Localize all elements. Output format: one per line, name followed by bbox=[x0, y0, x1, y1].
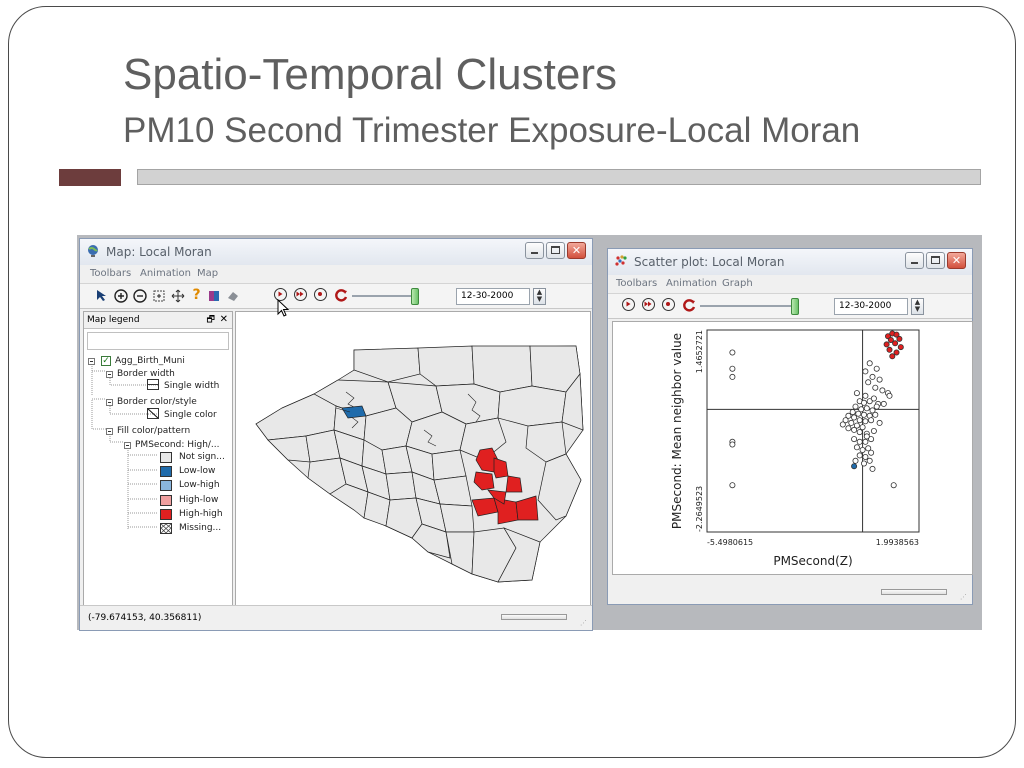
legend-swatch-high-low bbox=[160, 495, 172, 506]
menu-animation[interactable]: Animation bbox=[140, 268, 191, 279]
accent-bar-dark bbox=[59, 169, 121, 186]
date-field[interactable]: 12-30-2000 bbox=[456, 288, 530, 305]
y-axis-label: PMSecond: Mean neighbor value bbox=[670, 332, 684, 530]
scatter-point[interactable] bbox=[730, 366, 735, 371]
layer-checkbox[interactable]: ✓ bbox=[102, 356, 110, 366]
scatter-point[interactable] bbox=[846, 426, 851, 431]
resize-grip-icon[interactable]: ⋰ bbox=[580, 619, 587, 627]
legend-search-field[interactable] bbox=[87, 332, 229, 350]
legend-class-label: Low-high bbox=[179, 480, 220, 490]
mouse-cursor-icon bbox=[277, 299, 291, 319]
close-icon: ✕ bbox=[571, 244, 582, 257]
scatter-point[interactable] bbox=[873, 412, 878, 417]
time-slider-track[interactable] bbox=[700, 305, 794, 307]
collapse-toggle[interactable] bbox=[106, 399, 113, 406]
scatter-point[interactable] bbox=[871, 396, 876, 401]
scatter-point[interactable] bbox=[890, 354, 895, 359]
map-legend-panel bbox=[83, 311, 233, 608]
scatter-point[interactable] bbox=[852, 437, 857, 442]
x-axis-label: PMSecond(Z) bbox=[773, 554, 853, 568]
replay-icon[interactable] bbox=[682, 298, 697, 313]
menu-map[interactable]: Map bbox=[197, 268, 219, 279]
scatter-point[interactable] bbox=[866, 380, 871, 385]
scatter-point[interactable] bbox=[874, 404, 879, 409]
legend-class-label: Low-low bbox=[179, 466, 216, 476]
single-color-swatch bbox=[147, 408, 159, 419]
coordinate-readout: (-79.674153, 40.356811) bbox=[88, 613, 202, 623]
scatter-point[interactable] bbox=[894, 350, 899, 355]
reference-lines bbox=[707, 330, 919, 532]
menu-toolbars[interactable]: Toolbars bbox=[616, 278, 658, 289]
zoom-in-icon[interactable] bbox=[113, 288, 128, 303]
scatter-point[interactable] bbox=[853, 458, 858, 463]
single-width-swatch bbox=[147, 379, 159, 390]
map-progress-bar bbox=[501, 614, 567, 620]
legend-title: Map legend bbox=[87, 315, 140, 325]
scatter-point[interactable] bbox=[887, 393, 892, 398]
scatter-point[interactable] bbox=[864, 434, 869, 439]
date-spinner[interactable]: ▲ ▼ bbox=[911, 298, 924, 315]
date-field[interactable]: 12-30-2000 bbox=[834, 298, 908, 315]
maximize-button[interactable] bbox=[546, 242, 565, 259]
scatter-point[interactable] bbox=[874, 366, 879, 371]
scatter-point[interactable] bbox=[871, 428, 876, 433]
choropleth-map bbox=[236, 312, 591, 608]
scatter-point[interactable] bbox=[898, 345, 903, 350]
accent-bar-light bbox=[137, 169, 981, 185]
scatter-point[interactable] bbox=[849, 420, 854, 425]
legend-tree bbox=[84, 352, 232, 607]
scatter-point[interactable] bbox=[861, 400, 866, 405]
y-tick-label: 1.4652721 bbox=[695, 330, 704, 374]
legend-single-color: Single color bbox=[164, 410, 217, 420]
scatter-window-titlebar[interactable] bbox=[608, 249, 972, 275]
screenshot-panel bbox=[77, 235, 982, 630]
menu-toolbars[interactable]: Toolbars bbox=[90, 268, 132, 279]
scatter-point[interactable] bbox=[852, 427, 857, 432]
book-icon[interactable] bbox=[206, 288, 221, 303]
scatter-window bbox=[607, 248, 973, 605]
collapse-toggle[interactable] bbox=[124, 442, 131, 449]
fast-forward-icon[interactable] bbox=[294, 288, 307, 301]
eraser-icon[interactable] bbox=[225, 288, 240, 303]
legend-class-label: Not sign... bbox=[179, 452, 225, 462]
scatter-point[interactable] bbox=[873, 385, 878, 390]
legend-single-width: Single width bbox=[164, 381, 220, 391]
scatter-point[interactable] bbox=[869, 450, 874, 455]
scatter-point[interactable] bbox=[857, 439, 862, 444]
collapse-toggle[interactable] bbox=[106, 371, 113, 378]
maximize-icon bbox=[551, 246, 560, 254]
legend-swatch-low-high bbox=[160, 480, 172, 491]
scatter-point[interactable] bbox=[870, 374, 875, 379]
stop-icon[interactable] bbox=[314, 288, 327, 301]
scatter-plot-area[interactable] bbox=[612, 321, 973, 575]
close-button[interactable] bbox=[947, 252, 966, 269]
scatter-point[interactable] bbox=[863, 454, 868, 459]
scatter-point[interactable] bbox=[730, 350, 735, 355]
scatter-point[interactable] bbox=[867, 458, 872, 463]
slide-title: Spatio-Temporal Clusters bbox=[123, 50, 617, 99]
minimize-icon bbox=[531, 252, 538, 254]
collapse-toggle[interactable] bbox=[88, 358, 95, 365]
map-toolbar bbox=[80, 283, 592, 309]
zoom-extent-icon[interactable] bbox=[151, 288, 166, 303]
scatter-point[interactable] bbox=[887, 347, 892, 352]
scatter-point[interactable] bbox=[861, 412, 866, 417]
scatter-point[interactable] bbox=[870, 466, 875, 471]
scatter-point[interactable] bbox=[880, 388, 885, 393]
legend-swatch-missing bbox=[160, 523, 172, 534]
legend-swatch-high-high bbox=[160, 509, 172, 520]
scatter-point[interactable] bbox=[850, 410, 855, 415]
close-button[interactable] bbox=[567, 242, 586, 259]
map-window bbox=[79, 238, 593, 631]
legend-layer-name: Agg_Birth_Muni bbox=[115, 356, 185, 366]
scatter-point[interactable] bbox=[884, 342, 889, 347]
scatter-point[interactable] bbox=[857, 453, 862, 458]
legend-header bbox=[84, 312, 232, 329]
close-icon[interactable]: ✕ bbox=[219, 314, 228, 325]
scatter-menubar bbox=[608, 275, 972, 292]
map-window-title: Map: Local Moran bbox=[106, 245, 212, 259]
zoom-out-icon[interactable] bbox=[132, 288, 147, 303]
scatter-plot-icon bbox=[614, 254, 628, 268]
scatter-point[interactable] bbox=[863, 369, 868, 374]
map-canvas[interactable] bbox=[235, 311, 591, 608]
scatter-point[interactable] bbox=[861, 461, 866, 466]
minimize-button[interactable] bbox=[905, 252, 924, 269]
scatter-window-title: Scatter plot: Local Moran bbox=[634, 255, 785, 269]
scatter-point[interactable] bbox=[854, 391, 859, 396]
select-arrow-icon[interactable] bbox=[94, 288, 109, 303]
legend-variable: PMSecond: High/... bbox=[135, 440, 220, 450]
resize-grip-icon[interactable]: ⋰ bbox=[960, 593, 967, 601]
help-icon[interactable]: ? bbox=[192, 287, 201, 303]
fast-forward-icon[interactable] bbox=[642, 298, 655, 311]
time-slider-thumb[interactable] bbox=[791, 298, 799, 315]
stop-icon[interactable] bbox=[662, 298, 675, 311]
x-tick-label: -5.4980615 bbox=[707, 538, 754, 547]
y-tick-label: -2.2649523 bbox=[695, 485, 704, 532]
scatter-point[interactable] bbox=[730, 374, 735, 379]
minimize-icon bbox=[911, 262, 918, 264]
legend-fill: Fill color/pattern bbox=[117, 426, 191, 436]
plot-frame bbox=[707, 330, 919, 532]
scatter-point[interactable] bbox=[881, 401, 886, 406]
legend-border-width: Border width bbox=[117, 369, 175, 379]
scatter-point[interactable] bbox=[857, 418, 862, 423]
scatter-point[interactable] bbox=[852, 415, 857, 420]
pan-icon[interactable] bbox=[170, 288, 185, 303]
legend-class-label: High-high bbox=[179, 509, 223, 519]
scatter-point[interactable] bbox=[869, 418, 874, 423]
map-window-titlebar[interactable] bbox=[80, 239, 592, 265]
scatter-point[interactable] bbox=[864, 406, 869, 411]
municipality-polygons bbox=[256, 346, 583, 582]
collapse-toggle[interactable] bbox=[106, 428, 113, 435]
scatter-point[interactable] bbox=[891, 483, 896, 488]
scatter-point[interactable] bbox=[860, 425, 865, 430]
scatter-toolbar bbox=[608, 293, 972, 319]
legend-swatch-low-low bbox=[160, 466, 172, 477]
map-menubar bbox=[80, 265, 592, 282]
scatter-point[interactable] bbox=[853, 404, 858, 409]
scatter-point[interactable] bbox=[854, 445, 859, 450]
legend-swatch-not-significant bbox=[160, 452, 172, 463]
scatter-point[interactable] bbox=[863, 419, 868, 424]
scatter-point[interactable] bbox=[877, 377, 882, 382]
menu-graph[interactable]: Graph bbox=[722, 278, 753, 289]
maximize-button[interactable] bbox=[926, 252, 945, 269]
legend-border-color: Border color/style bbox=[117, 397, 197, 407]
scatter-point[interactable] bbox=[852, 464, 857, 469]
scatter-point[interactable] bbox=[897, 336, 902, 341]
date-spinner[interactable]: ▲ ▼ bbox=[533, 288, 546, 305]
legend-class-label: Missing... bbox=[179, 523, 222, 533]
time-slider-thumb[interactable] bbox=[411, 288, 419, 305]
play-icon[interactable] bbox=[622, 298, 635, 311]
scatter-point[interactable] bbox=[877, 420, 882, 425]
slide-subtitle: PM10 Second Trimester Exposure-Local Moran bbox=[123, 111, 861, 150]
scatter-point[interactable] bbox=[860, 447, 865, 452]
slide-frame bbox=[8, 6, 1016, 758]
close-icon: ✕ bbox=[951, 254, 962, 267]
maximize-icon bbox=[931, 256, 940, 264]
scatter-point[interactable] bbox=[730, 483, 735, 488]
scatter-point[interactable] bbox=[863, 393, 868, 398]
x-tick-label: 1.9938563 bbox=[875, 538, 919, 547]
scatter-point[interactable] bbox=[856, 411, 861, 416]
replay-icon[interactable] bbox=[334, 288, 349, 303]
scatter-point[interactable] bbox=[857, 430, 862, 435]
scatter-point[interactable] bbox=[867, 361, 872, 366]
legend-class-label: High-low bbox=[179, 495, 219, 505]
scatter-point[interactable] bbox=[730, 442, 735, 447]
time-slider-track[interactable] bbox=[352, 295, 416, 297]
scatter-point[interactable] bbox=[893, 341, 898, 346]
scatter-plot bbox=[613, 322, 974, 576]
scatter-progress-bar bbox=[881, 589, 947, 595]
scatter-point[interactable] bbox=[840, 422, 845, 427]
menu-animation[interactable]: Animation bbox=[666, 278, 717, 289]
scatter-point[interactable] bbox=[863, 439, 868, 444]
map-statusbar bbox=[80, 605, 592, 630]
globe-icon bbox=[86, 244, 100, 258]
minimize-button[interactable] bbox=[525, 242, 544, 259]
pin-icon[interactable]: 🗗 bbox=[206, 315, 215, 325]
